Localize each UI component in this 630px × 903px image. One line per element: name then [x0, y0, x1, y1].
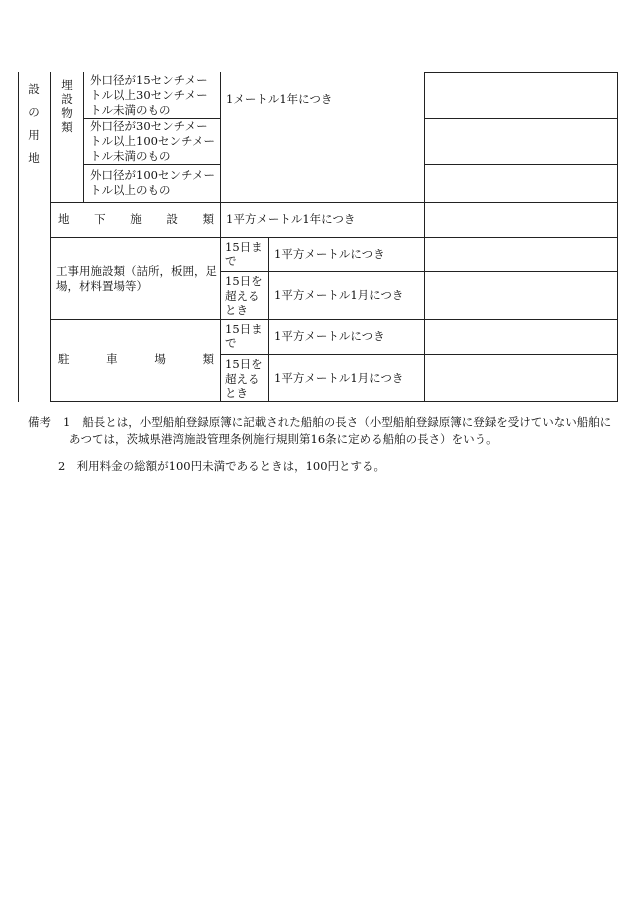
- note-number: 2: [58, 459, 66, 473]
- subcategory-label-vertical: 埋 設 物 類: [61, 78, 73, 134]
- table-row-line: [50, 319, 618, 320]
- table-row-line: [424, 118, 618, 119]
- table-row-line: [424, 164, 618, 165]
- table-row-line: [50, 202, 618, 203]
- underground-unit: 1平方メートル1年につき: [226, 212, 356, 226]
- note-text: 船長とは，小型船舶登録原簿に記載された船舶の長さ（小型船舶登録原簿に登録を受けていない船舶に: [82, 415, 612, 429]
- pipe-row-label: 外口径が15センチメー トル以上30センチメー トル未満のもの: [90, 73, 208, 117]
- table-row-line: [50, 401, 618, 402]
- table-row-line: [83, 164, 220, 165]
- table-row-line: [220, 354, 618, 355]
- parking-label: 駐 車 場 類: [58, 352, 214, 366]
- construction-short-unit: 1平方メートルにつき: [274, 247, 385, 261]
- table-row-line: [424, 72, 618, 73]
- pipe-row-label: 外口径が100センチメー トル以上のもの: [90, 168, 215, 197]
- category-label-vertical: 設 の 用 地: [28, 82, 40, 165]
- table-divider: [83, 72, 84, 202]
- parking-long-term: 15日を 超える とき: [225, 357, 263, 400]
- construction-short-term: 15日ま で: [225, 240, 263, 268]
- construction-long-term: 15日を 超える とき: [225, 274, 263, 317]
- parking-long-unit: 1平方メートル1月につき: [274, 371, 404, 385]
- table-row-line: [220, 271, 618, 272]
- underground-label: 地 下 施 設 類: [58, 212, 214, 226]
- construction-label: 工事用施設類（詰所，板囲，足 場，材料置場等）: [56, 264, 217, 293]
- parking-short-term: 15日ま で: [225, 322, 263, 350]
- table-border-left: [18, 72, 19, 402]
- table-row-line: [50, 237, 618, 238]
- note-text: 利用料金の総額が100円未満であるときは，100円とする。: [76, 459, 386, 473]
- parking-short-unit: 1平方メートルにつき: [274, 329, 385, 343]
- construction-long-unit: 1平方メートル1月につき: [274, 288, 404, 302]
- notes-section: [28, 414, 611, 430]
- pipe-unit: 1メートル1年につき: [226, 92, 333, 106]
- note-text-continued: あつては，茨城県港湾施設管理条例施行規則第16条に定める船舶の長さ）をいう。: [69, 432, 498, 446]
- notes-label: 備考: [28, 415, 51, 429]
- note-item-2: [58, 458, 385, 474]
- note-number: 1: [62, 415, 71, 429]
- fee-table: [18, 72, 618, 402]
- pipe-row-label: 外口径が30センチメー トル以上100センチメー トル未満のもの: [90, 119, 215, 163]
